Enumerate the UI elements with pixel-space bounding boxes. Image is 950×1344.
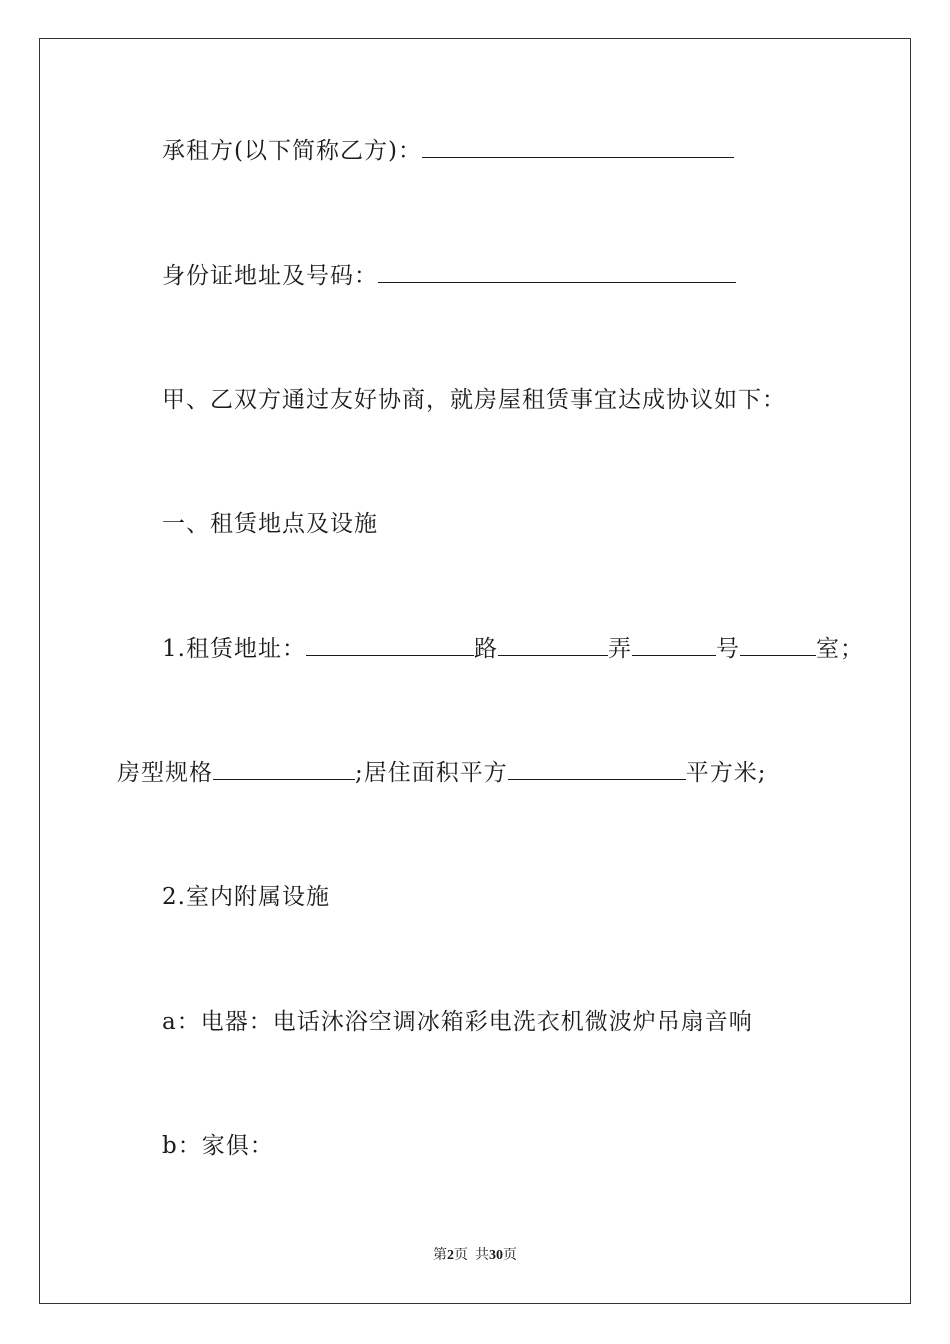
item2-title: 2.室内附属设施 <box>162 884 330 910</box>
furniture-line: b：家俱： <box>162 1133 274 1159</box>
agreement-intro: 甲、乙双方通过友好协商，就房屋租赁事宜达成协议如下： <box>162 387 786 413</box>
address-prefix: 1.租赁地址： <box>162 636 306 662</box>
room-spec-blank <box>213 759 355 780</box>
address-line <box>162 634 864 664</box>
lessee-line <box>162 136 734 166</box>
footer-current-page: 2 <box>447 1248 454 1263</box>
number-blank <box>632 635 716 656</box>
room-blank <box>740 635 816 656</box>
lessee-blank <box>422 137 734 158</box>
page-border <box>39 38 911 1304</box>
number-label: 号 <box>715 636 740 662</box>
lane-label: 弄 <box>607 636 632 662</box>
footer-prefix: 第 <box>433 1248 447 1263</box>
room-label: 室； <box>815 636 864 662</box>
lessee-label: 承租方(以下简称乙方)： <box>162 138 422 164</box>
section1-title: 一、租赁地点及设施 <box>162 511 378 537</box>
lane-blank <box>498 635 608 656</box>
area-unit: 平方米; <box>685 760 767 786</box>
footer-total-pages: 30 <box>489 1248 503 1263</box>
id-line <box>162 261 736 291</box>
area-blank <box>508 759 686 780</box>
id-label: 身份证地址及号码： <box>162 263 378 289</box>
appliances-line: a：电器：电话沐浴空调冰箱彩电洗衣机微波炉吊扇音响 <box>162 1009 753 1035</box>
room-spec-line <box>117 758 767 788</box>
page-footer <box>0 1246 950 1266</box>
area-label: ;居住面积平方 <box>355 760 508 786</box>
road-blank <box>306 635 474 656</box>
room-spec-prefix: 房型规格 <box>117 760 213 786</box>
footer-mid: 页 共 <box>454 1248 489 1263</box>
footer-suffix: 页 <box>503 1248 517 1263</box>
road-label: 路 <box>473 636 498 662</box>
id-blank <box>378 262 736 283</box>
